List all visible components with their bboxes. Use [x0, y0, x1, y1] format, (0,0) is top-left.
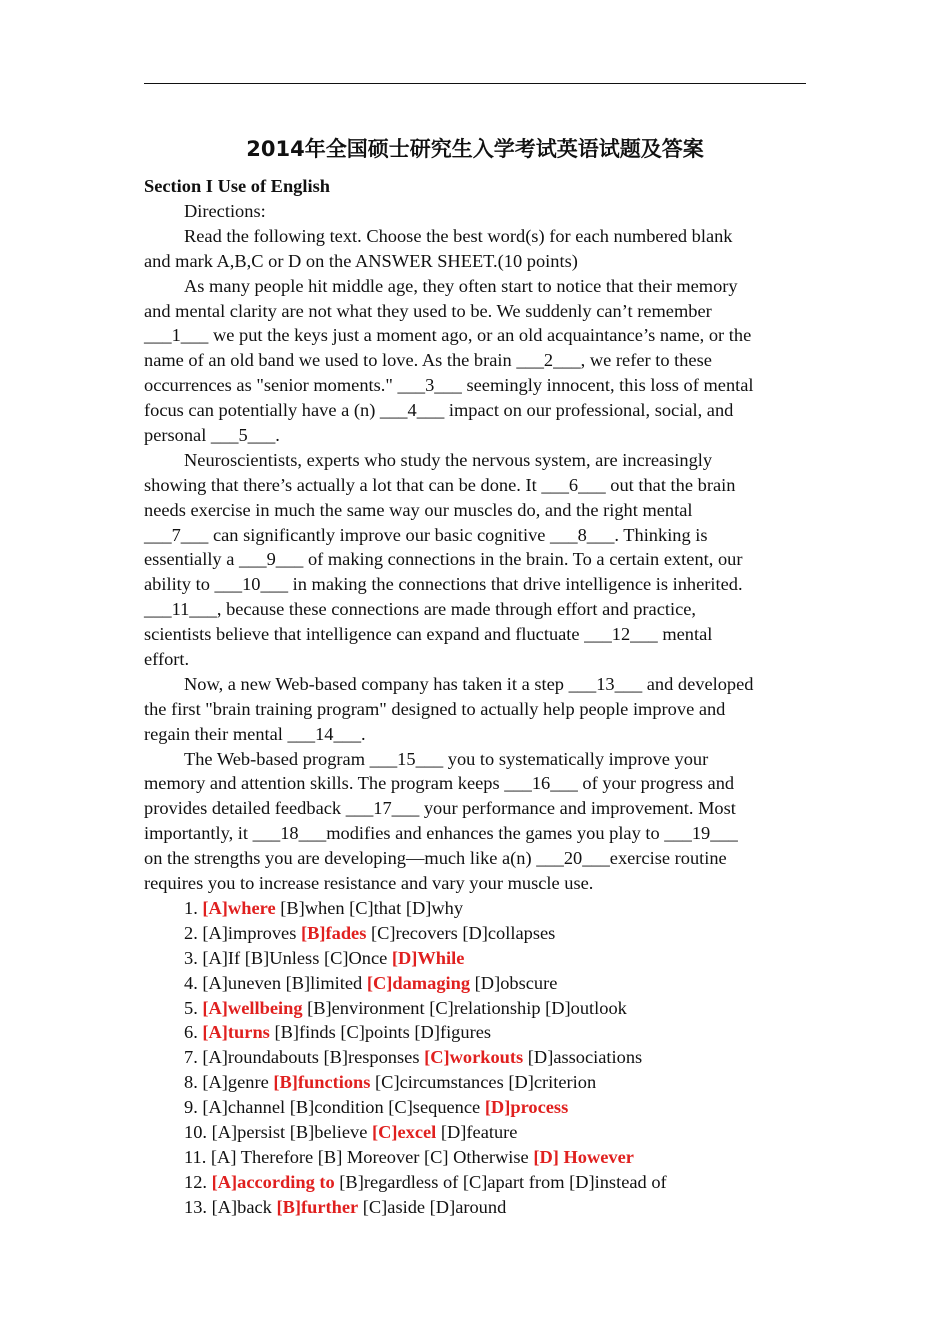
passage-line: effort. — [144, 649, 190, 670]
question-item — [144, 971, 806, 996]
passage-line: personal ___5___. — [144, 425, 280, 446]
options-after: [C]circumstances [D]criterion — [370, 1072, 597, 1093]
options-after: [D]obscure — [470, 972, 558, 993]
answer-option: [A]where — [202, 897, 276, 918]
options-before: [A]persist [B]believe — [211, 1121, 372, 1142]
passage-line: regain their mental ___14___. — [144, 723, 366, 744]
question-item — [144, 1020, 806, 1045]
options-before: [A]back — [211, 1196, 277, 1217]
question-number: 5. — [184, 997, 198, 1018]
question-number: 1. — [184, 897, 198, 918]
passage-line: scientists believe that intelligence can expand and fluctuate ___12___ mental — [144, 624, 713, 645]
question-item — [144, 896, 806, 921]
options-before: [A]If [B]Unless [C]Once — [202, 947, 392, 968]
passage-line: ___11___, because these connections are made through effort and practice, — [144, 599, 697, 620]
passage-line: Neuroscientists, experts who study the nervous system, are increasingly — [184, 449, 713, 470]
passage-line: The Web-based program ___15___ you to systematically improve your — [184, 748, 709, 769]
question-number: 3. — [184, 947, 198, 968]
question-number: 12. — [184, 1171, 207, 1192]
answer-option: [C]excel — [371, 1121, 437, 1142]
passage-line: provides detailed feedback ___17___ your performance and improvement. Most — [144, 798, 736, 819]
passage-line: occurrences as "senior moments." ___3___ seemingly innocent, this loss of mental — [144, 375, 754, 396]
options-after: [B]regardless of [C]apart from [D]instead of — [334, 1171, 667, 1192]
options-after: [C]aside [D]around — [358, 1196, 507, 1217]
question-item — [144, 1095, 806, 1120]
question-item — [144, 996, 806, 1021]
passage-line: importantly, it ___18___modifies and enhances the games you play to ___19___ — [144, 823, 738, 844]
question-item — [144, 1195, 806, 1220]
answer-option: [D]process — [484, 1097, 569, 1118]
document-body — [144, 199, 806, 1220]
question-number: 8. — [184, 1072, 198, 1093]
question-item — [144, 1070, 806, 1095]
answer-option: [A]wellbeing — [202, 997, 303, 1018]
options-after: [B]when [C]that [D]why — [275, 897, 464, 918]
passage-line: the first "brain training program" designed to actually help people improve and — [144, 698, 726, 719]
options-after: [C]recovers [D]collapses — [366, 922, 556, 943]
directions-line-1: Read the following text. Choose the best word(s) for each numbered blank — [184, 225, 733, 246]
question-item — [144, 1045, 806, 1070]
passage-line: ability to ___10___ in making the connections that drive intelligence is inherited. — [144, 574, 743, 595]
passage-line: ___7___ can significantly improve our basic cognitive ___8___. Thinking is — [144, 524, 708, 545]
options-after: [B]finds [C]points [D]figures — [269, 1022, 492, 1043]
options-before: [A]improves — [202, 922, 301, 943]
options-after: [D]feature — [436, 1121, 518, 1142]
page-title: 2014年全国硕士研究生入学考试英语试题及答案 — [246, 137, 704, 161]
answer-option: [D] However — [533, 1146, 634, 1167]
passage-line: essentially a ___9___ of making connections in the brain. To a certain extent, our — [144, 549, 743, 570]
question-number: 4. — [184, 972, 198, 993]
question-item — [144, 921, 806, 946]
question-number: 10. — [184, 1121, 207, 1142]
options-before: [A]uneven [B]limited — [202, 972, 367, 993]
passage-line: requires you to increase resistance and vary your muscle use. — [144, 873, 594, 894]
directions-line-2: and mark A,B,C or D on the ANSWER SHEET.(10 points) — [144, 250, 578, 271]
question-item — [144, 946, 806, 971]
question-number: 2. — [184, 922, 198, 943]
passage-line: focus can potentially have a (n) ___4___ impact on our professional, social, and — [144, 400, 734, 421]
options-before: [A] Therefore [B] Moreover [C] Otherwise — [210, 1146, 534, 1167]
passage-line: As many people hit middle age, they often start to notice that their memory — [184, 275, 738, 296]
question-number: 13. — [184, 1196, 207, 1217]
question-item — [144, 1120, 806, 1145]
passage-line: showing that there’s actually a lot that can be done. It ___6___ out that the brain — [144, 474, 736, 495]
section-heading: Section I Use of English — [144, 176, 330, 196]
passage-line: and mental clarity are not what they used to be. We suddenly can’t remember — [144, 300, 712, 321]
passage-line: memory and attention skills. The program keeps ___16___ of your progress and — [144, 773, 735, 794]
answer-option: [B]functions — [273, 1072, 371, 1093]
options-after: [D]associations — [523, 1047, 643, 1068]
options-before: [A]genre — [202, 1072, 274, 1093]
question-item — [144, 1170, 806, 1195]
options-after: [B]environment [C]relationship [D]outlook — [302, 997, 627, 1018]
passage-line: needs exercise in much the same way our muscles do, and the right mental — [144, 499, 693, 520]
directions-label: Directions: — [184, 201, 266, 221]
options-before: [A]channel [B]condition [C]sequence — [202, 1097, 485, 1118]
answer-option: [A]according to — [211, 1171, 335, 1192]
answer-option: [B]fades — [300, 922, 367, 943]
answer-option: [D]While — [391, 947, 465, 968]
question-number: 6. — [184, 1022, 198, 1043]
question-number: 11. — [184, 1146, 207, 1167]
passage-line: Now, a new Web-based company has taken it a step ___13___ and developed — [184, 673, 754, 694]
question-item — [144, 1145, 806, 1170]
question-number: 9. — [184, 1097, 198, 1118]
question-number: 7. — [184, 1047, 198, 1068]
passage-line: ___1___ we put the keys just a moment ago, or an old acquaintance’s name, or the — [144, 325, 752, 346]
options-before: [A]roundabouts [B]responses — [202, 1047, 425, 1068]
answer-option: [B]further — [276, 1196, 359, 1217]
passage-line: name of an old band we used to love. As the brain ___2___, we refer to these — [144, 350, 712, 371]
header-rule — [144, 83, 806, 84]
answer-option: [A]turns — [202, 1022, 270, 1043]
passage-line: on the strengths you are developing—much like a(n) ___20___exercise routine — [144, 848, 727, 869]
answer-option: [C]workouts — [424, 1047, 524, 1068]
answer-option: [C]damaging — [366, 972, 471, 993]
